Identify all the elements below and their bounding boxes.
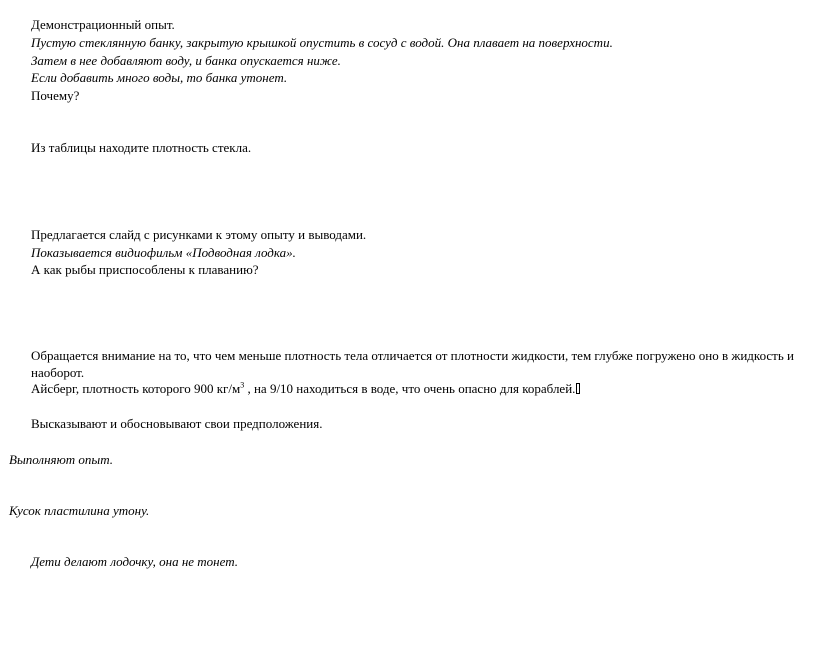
iceberg-line — [31, 381, 580, 397]
hypothesis-line: Высказывают и обосновывают свои предположения. — [31, 416, 323, 431]
demo-question: Почему? — [31, 88, 80, 103]
attention-text: Обращается внимание на то, что чем меньше плотность тела отличается от плотности жидкости, тем глубже погружено оно в жидкость и наоборот. — [31, 348, 794, 380]
demo-line-3: Если добавить много воды, то банка утонет. — [31, 70, 288, 85]
plasticine-line: Кусок пластилина утону. — [9, 503, 150, 518]
slide-line-1: Предлагается слайд с рисунками к этому опыту и выводами. — [31, 227, 367, 242]
missing-glyph-icon — [576, 383, 580, 394]
iceberg-text-end: , на 9/10 находиться в воде, что очень опасно для кораблей. — [244, 381, 576, 396]
slide-line-3: А как рыбы приспособлены к плаванию? — [31, 262, 259, 277]
boat-line: Дети делают лодочку, она не тонет. — [31, 554, 239, 569]
demo-line-1: Пустую стеклянную банку, закрытую крышкой опустить в сосуд с водой. Она плавает на поверхности. — [31, 35, 613, 50]
table-note: Из таблицы находите плотность стекла. — [31, 140, 252, 155]
iceberg-text-start: Айсберг, плотность которого 900 кг/м — [31, 381, 241, 396]
slide-line-2: Показывается видиофильм «Подводная лодка». — [31, 245, 296, 260]
demo-heading: Демонстрационный опыт. — [31, 17, 175, 32]
experiment-line: Выполняют опыт. — [9, 452, 113, 467]
cubic-superscript: 3 — [240, 380, 245, 390]
demo-line-2: Затем в нее добавляют воду, и банка опускается ниже. — [31, 53, 341, 68]
